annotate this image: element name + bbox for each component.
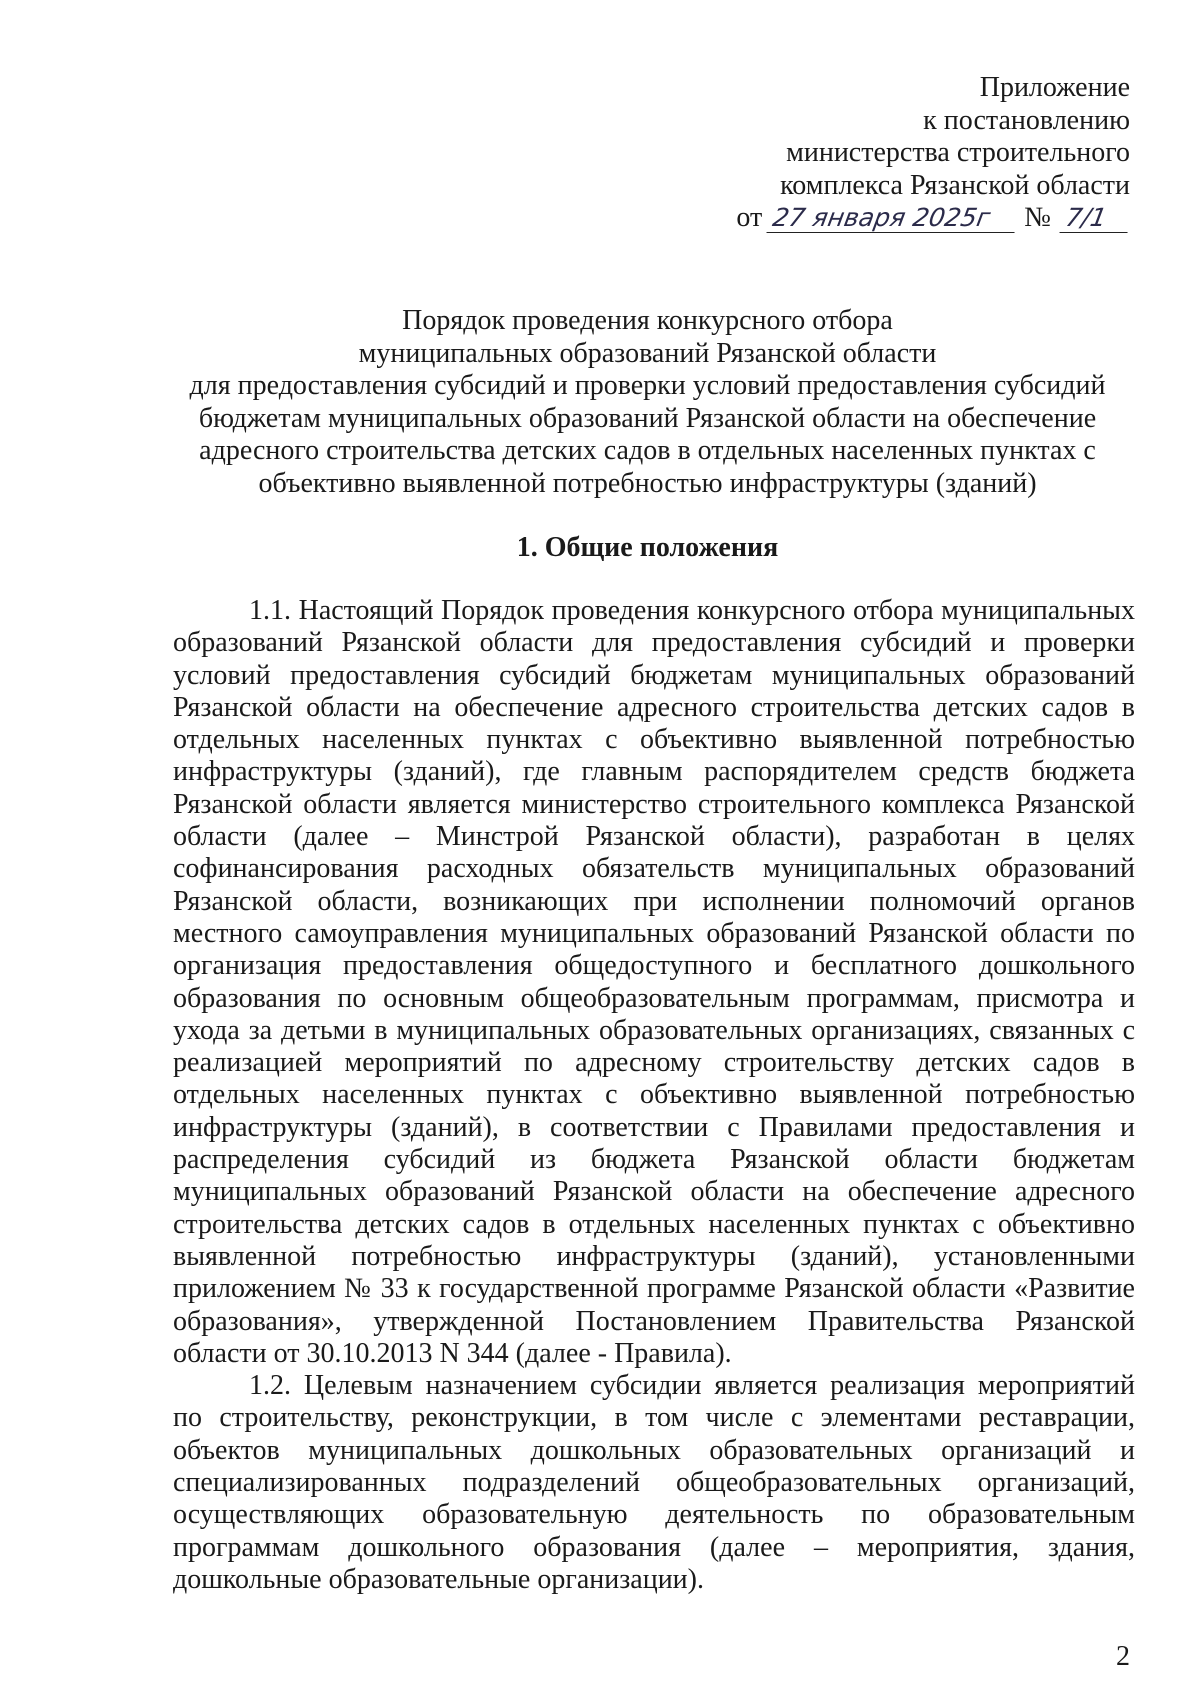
section-heading: 1. Общие положения <box>516 532 779 563</box>
paragraph-1-1: 1.1. Настоящий Порядок проведения конкурсного отбора муниципальных образований Рязанской области для предоставления субсидий и проверки условий предоставления субсидий бюджетам муниципальных образований Рязанской области на обеспечение адресного строительства детских садов в отдельных населенных пунктах с объективно выявленной потребностью инфраструктуры (зданий), где главным распорядителем средств бюджета Рязанской области является министерство строительного комплекса Рязанской области (далее – Минстрой Рязанской области), разработан в целях софинансирования расходных обязательств муниципальных образований Рязанской области, возникающих при исполнении полномочий органов местного самоуправления муниципальных образований Рязанской области по организация предоставления общедоступного и бесплатного дошкольного образования по основным общеобразовательным программам, присмотра и ухода за детьми в муниципальных образовательных организациях, связанных с реализацией мероприятий по адресному строительству детских садов в отдельных населенных пунктах с объективно выявленной потребностью инфраструктуры (зданий), в соответствии с Правилами предоставления и распределения субсидий из бюджета Рязанской области бюджетам муниципальных образований Рязанской области на обеспечение адресного строительства детских садов в отдельных населенных пунктах с объективно выявленной потребностью инфраструктуры (зданий), установленными приложением № 33 к государственной программе Рязанской области «Развитие образования», утвержденной Постановлением Правительства Рязанской области от 30.10.2013 N 344 (далее - Правила). <box>173 595 1135 1369</box>
title-line: объективно выявленной потребностью инфраструктуры (зданий) <box>258 467 1037 499</box>
title-line: бюджетам муниципальных образований Рязанской области на обеспечение <box>198 402 1097 434</box>
handwritten-number: 7/1 <box>1059 204 1132 233</box>
title-line: Порядок проведения конкурсного отбора <box>402 305 893 336</box>
title-line: для предоставления субсидий и проверки условий предоставления субсидий <box>189 370 1106 401</box>
appendix-header <box>736 72 1130 235</box>
handwritten-date: 27 января 2025г <box>767 204 1020 233</box>
appendix-line: к постановлению <box>923 104 1130 136</box>
document-title <box>160 305 1135 500</box>
title-line: муниципальных образований Рязанской области <box>358 337 937 369</box>
paragraph-1-2: 1.2. Целевым назначением субсидии является реализация мероприятий по строительству, реконструкции, в том числе с элементами реставрации, объектов муниципальных дошкольных образовательных организаций и специализированных подразделений общеобразовательных организаций, осуществляющих образовательную деятельность по образовательным программам дошкольного образования (далее – мероприятия, здания, дошкольные образовательные организации). <box>173 1370 1135 1595</box>
page-number: 2 <box>1116 1641 1130 1672</box>
date-number-line <box>736 202 1130 235</box>
date-prefix: от <box>736 202 763 233</box>
number-sign: № <box>1024 202 1051 233</box>
appendix-line: министерства строительного <box>786 137 1130 168</box>
title-line: адресного строительства детских садов в отдельных населенных пунктах с <box>199 435 1096 466</box>
body-text <box>173 595 1135 1596</box>
appendix-line: комплекса Рязанской области <box>780 169 1130 201</box>
appendix-line: Приложение <box>979 72 1130 103</box>
